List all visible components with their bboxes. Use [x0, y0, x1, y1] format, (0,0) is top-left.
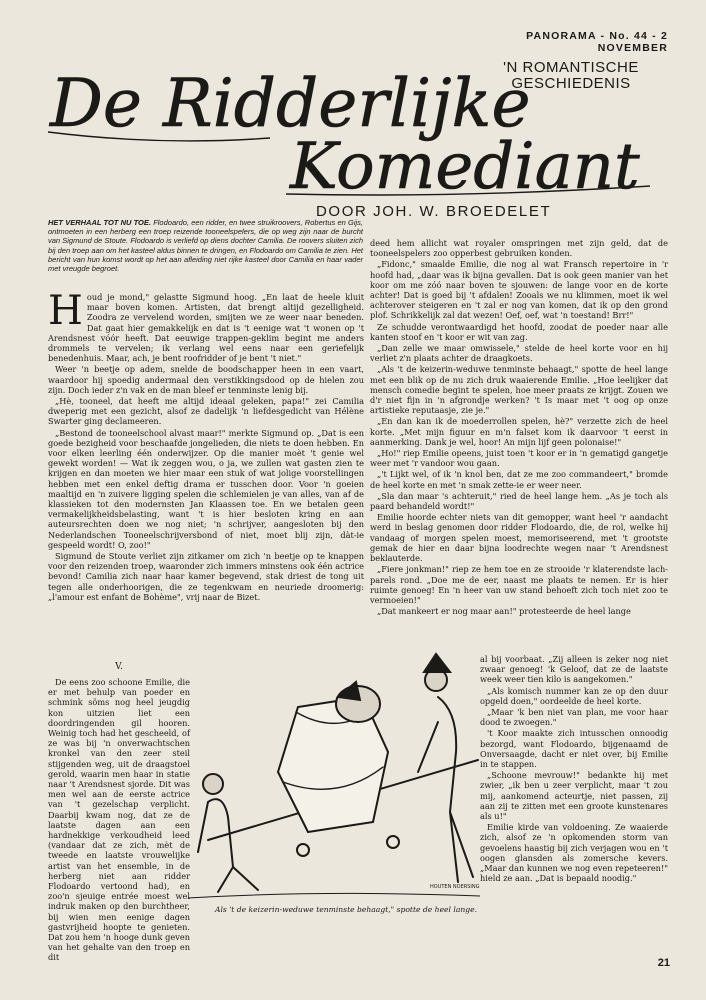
- paragraph: al bij voorbaat. „Zij alleen is zeker nog niet zwaar genoeg! 'k Geloof, dat ze de laatste week weer tien kilo is aangekomen.": [480, 654, 668, 685]
- right-column: [370, 238, 668, 617]
- paragraph: „Fiere jonkman!" riep ze hem toe en ze strooide 'r klaterendste lach-parels rond. „Doe me de eer, naast me plaats te nemen. Er is hier ruimte genoeg! En 'n heer van uw stand behoeft zich toch niet zoo te vermoeien!": [370, 564, 668, 605]
- tall-bearer: [418, 697, 473, 882]
- paragraph: „'t Lijkt wel, of ik 'n knol ben, dat ze me zoo commandeert," bromde de heel korte en met 'n smak zette-ie er weer neer.: [370, 469, 668, 490]
- story-so-far: [48, 218, 363, 273]
- paragraph: „Bestond de tooneelschool alvast maar!" merkte Sigmund op. „Dat is een goede bezigheid voor beschaafde jongelieden, die niets te doen hebben. En voor elken leerling één onderwijzer. Op die manier moèt 't genie wel gewekt worden! — Wat ik zeggen wou, o ja, we zullen wat gasten zien te krijgen en dan moeten we hier maar een stuk of wat jolige voorstellingen hebben met een enkel deftig drama er tusschen door. Voor 'n goeien maaltijd en 'n zuivere ligging spelen die schlemielen je van alles, van af de klassieken tot den modernsten Jan Klaassen toe. En we betalen geen vermakelijkheidsbelasting, want 't is hier besloten kring en aan auteursrechten doen we nog niet; 'n schrijver, aangesloten bij den Nederlandschen Tooneelschrijversbond of niet, moet blij zijn, dàt-ie gespeeld wordt! O, zoo!": [48, 427, 364, 550]
- paragraph: De eens zoo schoone Emilie, die er met behulp van poeder en schmink söms nog heel jeugdig kon uitzien liet een doordringenden gil hooren. Weinig toch had het gescheeld, of ze was bij 'n onverwachtschen kronkel van den zeer steil stijgenden weg, uit de draagstoel gerold, waarin men haar in statie naar 't Arendsnest sjorde. Dit was men wel aan de eerste actrice van 't gezelschap verplicht. Daarbij kwam nog, dat ze de laatste dagen aan een hardnekkige verkoudheid leed (vandaar dat ze zich, mèt de tweede en laatste vrouwelijke artist van het ensemble, in de herberg niet aan ridder Flodoardo vertoond had), en zoo'n sjeuige entrée moest wel indruk maken op den burchtheer, bij wien men eenige dagen gastvrijheid hoopte te genieten. Dat zou hem 'n hooge dunk geven van het gehalte van den troep en dit: [48, 677, 190, 963]
- running-head: PANORAMA - No. 44 - 2 NOVEMBER: [526, 30, 668, 54]
- paragraph: Houd je mond," gelastte Sigmund hoog. „En laat de heele kluit maar boven komen. Artisten, dat brengt altijd gezelligheid. Zoodra ze vervelend worden, smijten we ze weer naar beneden. Dat gaat hier gemakkelijk en dat is 't eenige wat 't wonen op 't Arendsnest vóór heeft. Dat eeuwige trappen-geklim begint me anders drommels te vervelen; ik verlang wel eens naar een geriefelijk benedenhuis. Maar, ach, je bent roofridder of je bent 't niet.": [48, 288, 364, 364]
- ground-line: [188, 893, 480, 898]
- paragraph: „Fidonc," smaalde Emilie, die nog al wat Fransch repertoire in 'r hoofd had, „daar was ik bijna gevallen. Dat is ook geen manier van het koor om me zóó naar boven te sjouwen: de lange voor en de korte achter! Dat is goed bij 't afdalen! Zooals we nu klimmen, moet ik wel achterover steigeren en 't zal er nog van komen, dat ik op den grond plof. Schrikkelijk zal dat wezen! Oef, oef, wat 'n toestand! Brr!": [370, 259, 668, 321]
- paragraph: deed hem allicht wat royaler omspringen met zijn geld, dat de tooneelspelers zoo opperbest gebruiken konden.: [370, 238, 668, 259]
- short-bearer-head: [203, 774, 223, 794]
- story-subtitle: [476, 60, 666, 92]
- illustration-caption: Als 't de keizerin-weduwe tenminste behaagt," spotte de heel lange.: [214, 905, 478, 914]
- paragraph: „Dat mankeert er nog maar aan!" protesteerde de heel lange: [377, 606, 631, 617]
- intro-text: Flodoardo, een ridder, en twee struikroovers, Robertus en Gijs, ontmoeten in een herberg een troep reizende tooneelspelers, die op weg zijn naar de burcht van Sigmund de Stoute. Flodoardo is verliefd op diens dochter Camilia. De roovers sluiten zich bij den troep aan om het kasteel aldus binnen te dringen, en Flodoardo om Camilia te zien. Het bericht van hun komst wordt op het aan afleiding niet rijke kasteel door Camilia en haar vader met vreugde begroet.: [48, 218, 363, 274]
- paragraph: „Maar 'k ben niet van plan, me voor haar dood te zwoegen.": [480, 707, 668, 728]
- paragraph: „En dan kan ik de moederrollen spelen, hè?" verzette zich de heel korte. „Met mijn figuur en m'n falset kom ik daarvoor 't eerst in aanmerking. Dank je wel, hoor! An mijn lijf geen polonaise!": [370, 416, 668, 447]
- subtitle-line-2: GESCHIEDENIS: [511, 75, 631, 92]
- narrow-left-column: [48, 677, 190, 964]
- paragraph: „Dan zelle we maar omwissele," stelde de heel korte voor en hij verliet z'n plaats achter de draagkoets.: [370, 343, 668, 364]
- title-line-2: Komediant: [290, 130, 640, 198]
- page-number: 21: [657, 957, 670, 969]
- paragraph: „Ho!" riep Emilie opeens, juist toen 't koor er in 'n gematigd gangetje weer met 'r vandoor wou gaan.: [370, 448, 668, 469]
- paragraph: „Schoone mevrouw!" bedankte hij met zwier, „ik ben u zeer verplicht, maar 't zou mij, aankomend acteurtje, niet passen, zij aan zij te zitten met een groote kunstenares als u!": [480, 770, 668, 822]
- title-line-1: De Ridderlijke: [50, 65, 531, 142]
- dropcap: H: [48, 288, 83, 334]
- narrow-right-column: [480, 654, 668, 884]
- paragraph: Emilie hoorde echter niets van dit gemopper, want heel 'r aandacht werd in beslag genomen door ridder Flodoardo, die, de rol, welke hij vandaag of morgen spelen moest, memoriseerend, met 't grootste gemak de hier en daar bijna loodrechte wegen naar 't Arendsnest beklauterde.: [370, 512, 668, 564]
- section-number: V.: [115, 662, 123, 672]
- paragraph: Ze schudde verontwaardigd het hoofd, zoodat de poeder naar alle kanten stoof en 't koor er wit van zag.: [370, 321, 668, 342]
- artist-signature: HOUTEN NOERSING: [430, 884, 480, 890]
- short-bearer: [198, 799, 258, 892]
- paragraph: Emilie kirde van voldoening. Ze waaierde zich, alsof ze 'n opkomenden storm van gevoelens haastig bij zich verjagen wou en 't oogen glansden als zomersche kevers. „Maar dan kunnen we nog even repeteeren!" hield ze aan. „Dat is bepaald noodig.": [480, 822, 669, 884]
- paragraph: „Hè, tooneel, dat heeft me altijd ideaal geleken, papa!" zei Camilia dweperig met een gezicht, alsof ze dadelijk 'n liefdesgedicht van Hélène Swarter ging declameeren.: [48, 396, 364, 427]
- paragraph: „Als komisch nummer kan ze op den duur opgeld doen," oordeelde de heel korte.: [480, 685, 668, 706]
- subtitle-line-1: 'N ROMANTISCHE: [503, 59, 639, 76]
- paragraph: „Als 't de keizerin-weduwe tenminste behaagt," spotte de heel lange met een blik op de nu zich druk waaierende Emilie. „Hoe leelijker dat mensch comedie begint te spelen, hoe meer praats ze krijgt. Zouen we d'r niet fijn in 'n afgrondje werken? 't Is maar met 't oog op onze artistieke reputaasje, zie je.": [370, 364, 668, 416]
- byline: DOOR JOH. W. BROEDELET: [316, 203, 552, 220]
- left-column: [48, 288, 364, 603]
- chair-wheel: [387, 836, 399, 848]
- illustration: [188, 652, 480, 902]
- tall-bearer-hat: [424, 654, 450, 672]
- paragraph: Weer 'n beetje op adem, snelde de boodschapper heen in een vaart, waardoor hij spoedig andermaal den verstikkingsdood op de hielen zou zijn. Doch ieder z'n vak en de man bleef er tenminste lenig bij.: [48, 364, 364, 395]
- chair-wheel: [297, 844, 309, 856]
- paragraph: „Sla dan maar 's achteruit," ried de heel lange hem. „As je toch als paard behandeld wordt!": [370, 490, 668, 512]
- intro-lead: HET VERHAAL TOT NU TOE.: [48, 218, 151, 227]
- paragraph: 't Koor maakte zich intusschen onnoodig bezorgd, want Flodoardo, bijgenaamd de Onversaagde, dacht er niet over, bij Emilie in te stappen.: [480, 728, 668, 770]
- paragraph: Sigmund de Stoute verliet zijn zitkamer om zich 'n beetje op te knappen voor den reizenden troep, waaronder zich immers minstens ook één actrice bevond! Camilia zich naar haar kamer begevend, stak driest de tong uit tegen alle onderhoorigen, die ze tegenkwam en neuriede droomerig: „l'amour est enfant de Bohème", vrij naar de Bizet.: [48, 551, 364, 602]
